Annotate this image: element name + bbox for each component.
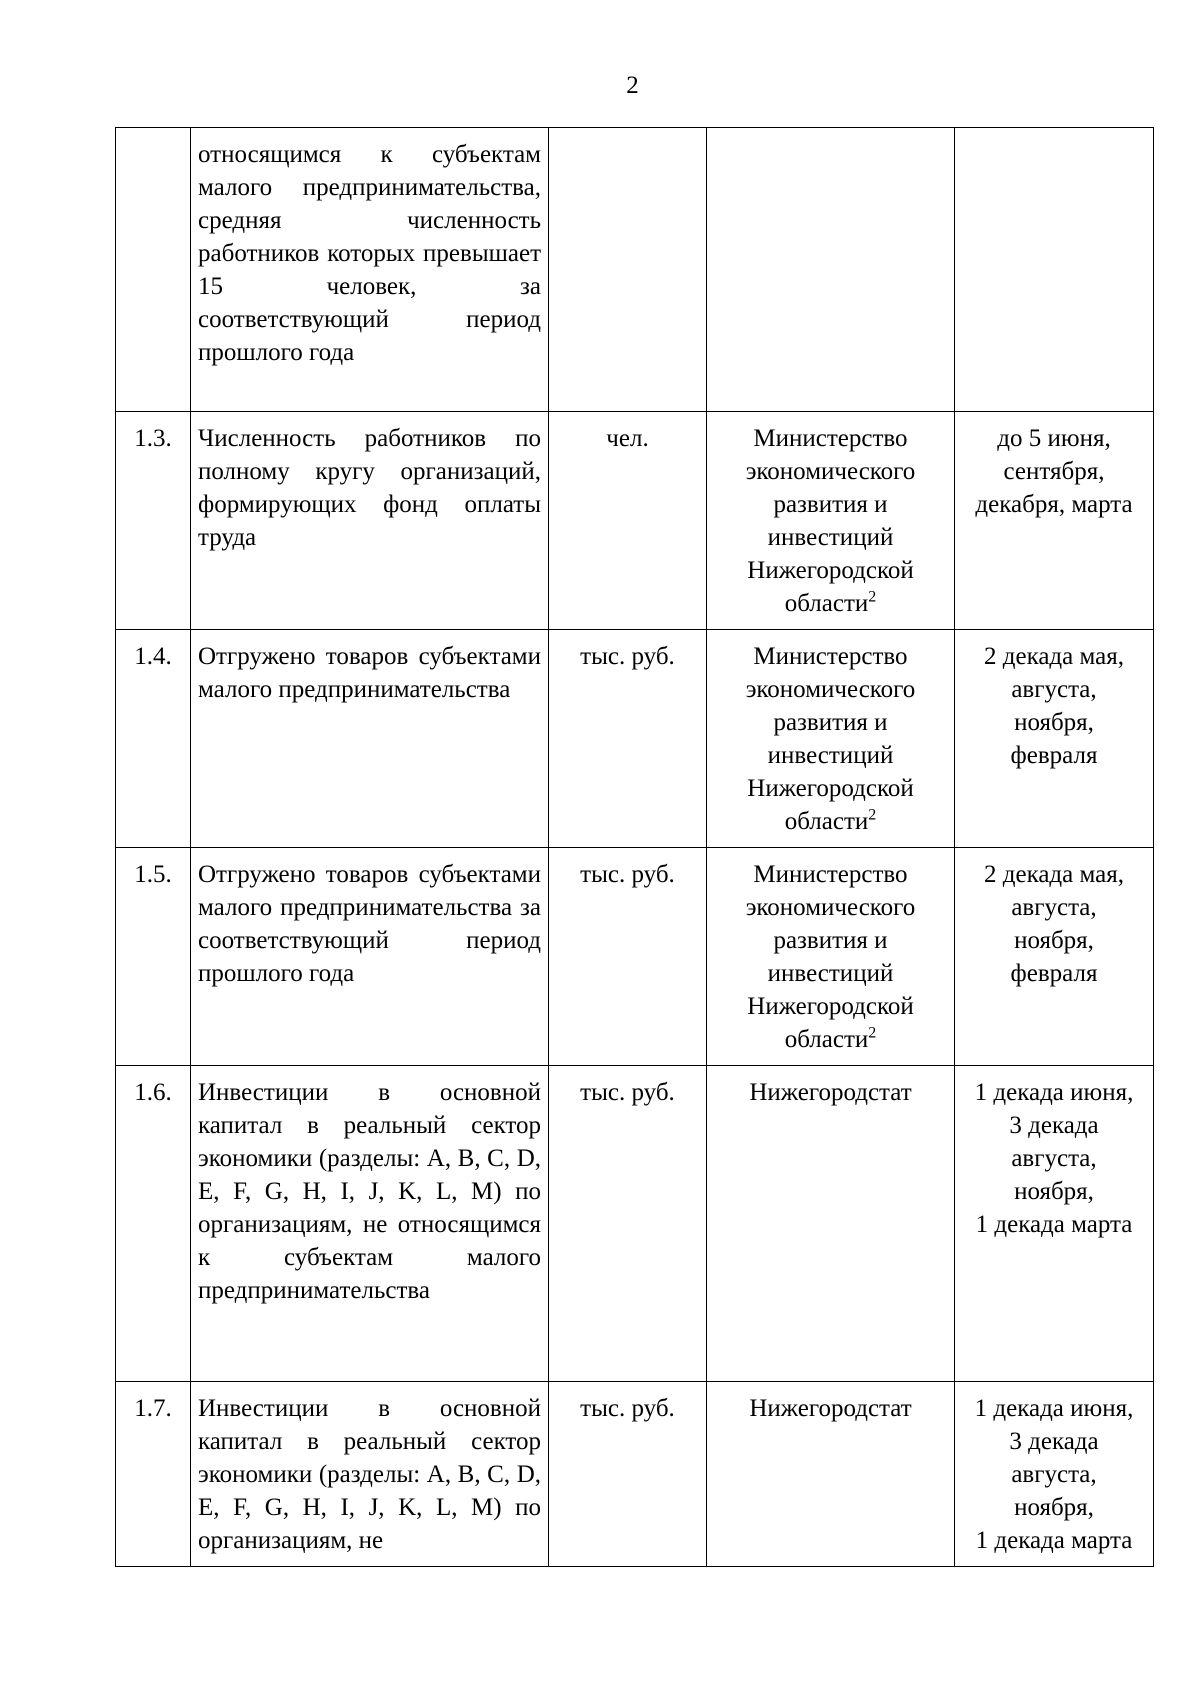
submission-term: 1 декада июня, 3 декада августа, ноября, 1 декада марта [955,1382,1154,1567]
submission-term [955,128,1154,412]
row-number [116,128,191,412]
indicator-name: Численность работников по полному кругу организаций, формирующих фонд оплаты труда [191,412,549,630]
data-source [707,1066,955,1382]
unit-of-measure: тыс. руб. [549,1382,707,1567]
data-source [707,630,955,848]
footnote-mark: 2 [868,588,877,606]
unit-of-measure: тыс. руб. [549,630,707,848]
footnote-mark: 2 [868,806,877,824]
source-text: Министерство экономического развития и инвестиций Нижегородской области [745,425,916,617]
row-number: 1.3. [116,412,191,630]
data-source [707,848,955,1066]
indicator-name: Инвестиции в основной капитал в реальный сектор экономики (разделы: A, B, C, D, E, F, G, H, I, J, K, L, M) по организациям, не [191,1382,549,1567]
table-row [116,412,1154,630]
footnote-mark: 2 [868,1024,877,1042]
table-row [116,1066,1154,1382]
unit-of-measure [549,128,707,412]
row-number: 1.4. [116,630,191,848]
row-number: 1.7. [116,1382,191,1567]
submission-term: до 5 июня, сентября, декабря, марта [955,412,1154,630]
indicators-table [115,127,1154,1567]
source-text: Нижегородстат [749,1395,912,1422]
indicator-name: относящимся к субъектам малого предпринимательства, средняя численность работников которых превышает 15 человек, за соответствующий период прошлого года [191,128,549,412]
submission-term: 2 декада мая, августа, ноября, февраля [955,848,1154,1066]
data-source [707,1382,955,1567]
table-row [116,1382,1154,1567]
row-number: 1.5. [116,848,191,1066]
source-text: Нижегородстат [749,1079,912,1106]
unit-of-measure: тыс. руб. [549,848,707,1066]
data-source [707,412,955,630]
table-row [116,848,1154,1066]
source-text: Министерство экономического развития и инвестиций Нижегородской области [745,861,916,1053]
submission-term: 2 декада мая, августа, ноября, февраля [955,630,1154,848]
row-number: 1.6. [116,1066,191,1382]
unit-of-measure: тыс. руб. [549,1066,707,1382]
indicator-name: Инвестиции в основной капитал в реальный сектор экономики (разделы: A, B, C, D, E, F, G, H, I, J, K, L, M) по организациям, не относящимся к субъектам малого предпринимательства [191,1066,549,1382]
indicator-name: Отгружено товаров субъектами малого предпринимательства [191,630,549,848]
data-source [707,128,955,412]
unit-of-measure: чел. [549,412,707,630]
page-number: 2 [626,72,639,99]
submission-term: 1 декада июня, 3 декада августа, ноября, 1 декада марта [955,1066,1154,1382]
table-row [116,128,1154,412]
table-row [116,630,1154,848]
indicator-name: Отгружено товаров субъектами малого предпринимательства за соответствующий период прошлого года [191,848,549,1066]
source-text: Министерство экономического развития и инвестиций Нижегородской области [745,643,916,835]
